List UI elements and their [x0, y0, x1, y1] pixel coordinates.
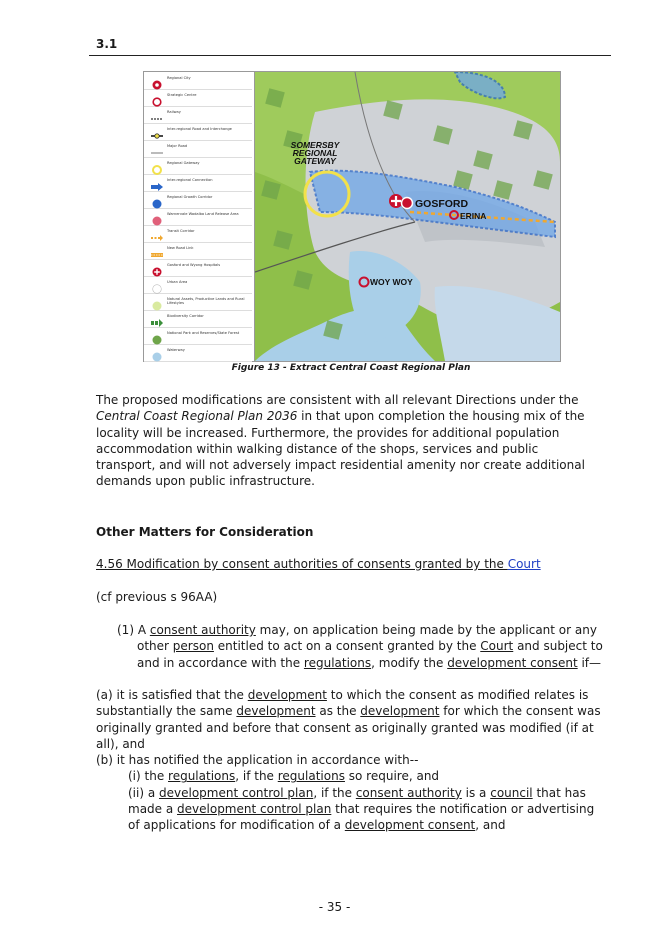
legend-label: Railway — [167, 110, 181, 114]
header-rule — [89, 55, 611, 56]
legend-label: Warnervale Wadalba Land Release Area — [167, 212, 239, 216]
legend-item — [144, 208, 252, 226]
road-interchange-icon — [150, 126, 164, 136]
pale-green-circle-icon — [150, 296, 164, 306]
legend-item — [144, 157, 252, 175]
legend-item — [144, 310, 252, 328]
railway-line-icon — [150, 109, 164, 119]
yellow-ring-icon — [150, 160, 164, 170]
section-title: 4.56 Modification by consent authorities of consents granted by the — [96, 557, 508, 571]
legend-item — [144, 123, 252, 141]
legend-item — [144, 140, 252, 158]
map-label-gateway-1: SOMERSBY — [290, 140, 340, 150]
legend-label: Strategic Centre — [167, 93, 197, 97]
legend-item — [144, 276, 252, 294]
legend-label: Transit Corridor — [167, 229, 195, 233]
plan-name: Central Coast Regional Plan 2036 — [96, 409, 298, 424]
figure-caption: Figure 13 - Extract Central Coast Regional Plan — [231, 363, 471, 373]
section-title-line — [96, 557, 541, 571]
paragraph-b-i: (i) the regulations, if the regulations so require, and — [128, 769, 440, 784]
orange-road-icon — [150, 245, 164, 255]
paragraph-a: (a) it is satisfied that the development to which the consent as modified relates is substantially the same development as the development for which the consent was originally granted and before that consent as originally granted was modified (if at all), and — [96, 688, 601, 751]
legend-label: Regional Growth Corridor — [167, 195, 213, 199]
legend-label: Inter-regional Connection — [167, 178, 213, 182]
intro-paragraph: The proposed modifications are consistent with all relevant Directions under the Central Coast Regional Plan 2036 in that upon completion the housing mix of the locality will be increased. Furthermore, the provides for additional population accommodation within walking distance of the shops, services and public transport, and will not adversely impact residential amenity nor create additional demands upon public infrastructure. — [96, 393, 585, 489]
map-label-gateway-3: GATEWAY — [294, 156, 336, 166]
hospital-cross-icon — [150, 262, 164, 272]
legend-label: Natural Assets, Productive Lands and Rural Lifestyles — [167, 297, 245, 305]
legend-item — [144, 344, 252, 362]
legend-label: Biodiversity Corridor — [167, 314, 204, 318]
legend-item — [144, 242, 252, 260]
legend-label: Urban Area — [167, 280, 188, 284]
legend-label: Regional City — [167, 76, 191, 80]
red-ring-icon — [150, 92, 164, 102]
orange-dashed-arrow-icon — [150, 228, 164, 238]
page-number: - 35 - — [318, 900, 351, 914]
pink-circle-icon — [150, 211, 164, 221]
map-label-gateway-2: REGIONAL — [292, 148, 338, 158]
section-number: 3.1 — [96, 37, 118, 51]
paragraph-b: (b) it has notified the application in accordance with-- — [96, 753, 419, 768]
section-heading: Other Matters for Consideration — [96, 525, 314, 539]
legend-item — [144, 106, 252, 124]
map-label-centre-2: WOY WOY — [370, 277, 413, 287]
map-label-city: GOSFORD — [415, 198, 469, 210]
blue-arrow-icon — [150, 177, 164, 187]
cf-note: (cf previous s 96AA) — [96, 590, 218, 604]
legend-label: Gosford and Wyong Hospitals — [167, 263, 221, 267]
paragraph-b-ii: (ii) a development control plan, if the consent authority is a council that has made a development control plan that requires the notification or advertising of applications for modification of a development consent, and — [128, 785, 595, 833]
major-road-icon — [150, 143, 164, 153]
red-target-icon — [150, 75, 164, 85]
legend-label: Major Road — [167, 144, 188, 148]
legend-label: National Park and Reserves/State Forest — [167, 331, 240, 335]
figure-regional-plan-map — [143, 71, 561, 362]
light-blue-circle-icon — [150, 347, 164, 357]
legend-label: Inter-regional Road and Interchange — [167, 127, 232, 131]
map-legend — [144, 72, 255, 361]
white-circle-icon — [150, 279, 164, 289]
legend-item — [144, 191, 252, 209]
legend-item — [144, 225, 252, 243]
green-circle-icon — [150, 330, 164, 340]
green-arrow-icon — [150, 313, 164, 323]
blue-circle-icon — [150, 194, 164, 204]
legend-item — [144, 259, 252, 277]
map-image — [255, 72, 560, 361]
legend-item — [144, 72, 252, 90]
subclause-1: (1) A consent authority may, on application being made by the applicant or any other person entitled to act on a consent granted by the Court and subject to and in accordance with the regulations, modify the development consent if— — [117, 623, 603, 670]
court-link[interactable]: Court — [507, 557, 541, 571]
legend-label: Waterway — [167, 348, 185, 352]
paragraphs-a-b — [96, 687, 608, 834]
legend-item — [144, 327, 252, 345]
legend-item — [144, 89, 252, 107]
legend-item — [144, 174, 252, 192]
legend-label: New Road Link — [167, 246, 194, 250]
legend-item — [144, 293, 252, 311]
legend-label: Regional Gateway — [167, 161, 200, 165]
map-label-centre-1: ERINA — [460, 211, 487, 221]
